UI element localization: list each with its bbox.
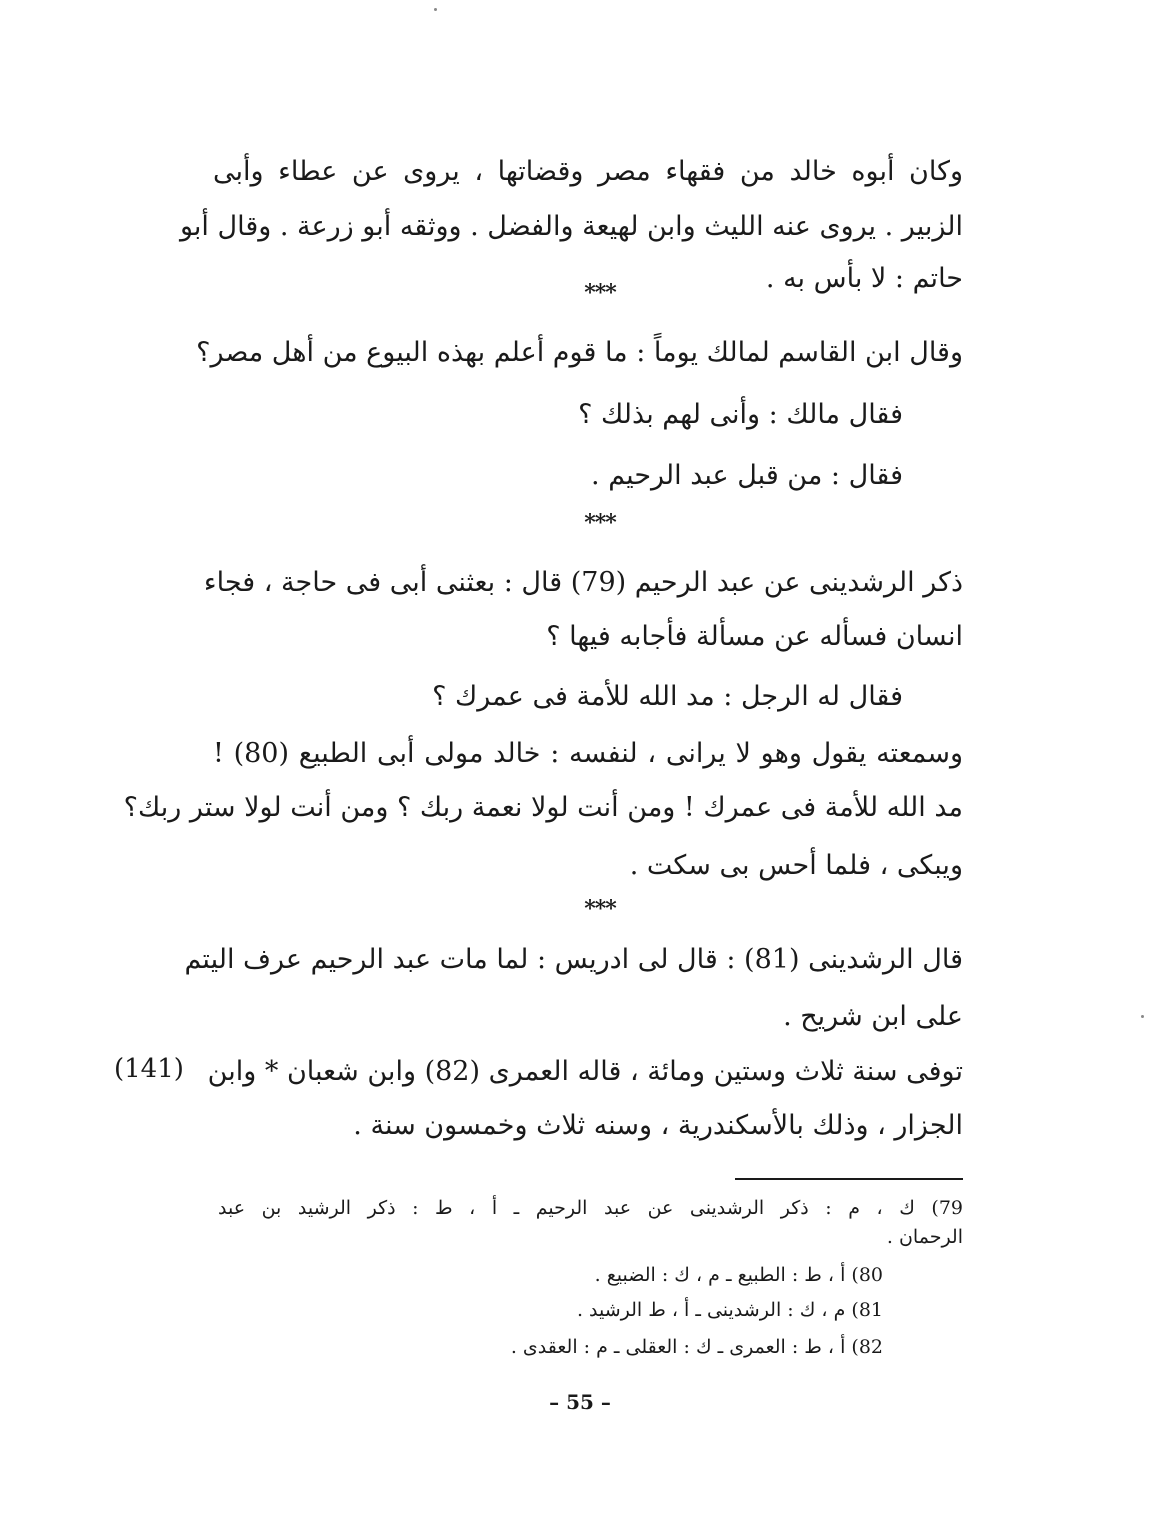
text-line: فقال له الرجل : مد الله للأمة فى عمرك ؟ [432,681,903,712]
text-line: انسان فسأله عن مسألة فأجابه فيها ؟ [546,621,963,652]
text-line: توفى سنة ثلاث وستين ومائة ، قاله العمرى (82) وابن شعبان * وابن [207,1056,963,1087]
footnote: 79) ك ، م : ذكر الرشدينى عن عبد الرحيم ـ أ ، ط : ذكر الرشيد بن عبد [218,1197,963,1219]
text-line: حاتم : لا بأس به . [765,263,963,294]
section-separator: *** [584,510,616,536]
footnote: 81) م ، ك : الرشدينى ـ أ ، ط الرشيد . [576,1299,883,1321]
text-line: ذكر الرشدينى عن عبد الرحيم (79) قال : بعثنى أبى فى حاجة ، فجاء [203,567,963,598]
scan-speck [434,8,437,11]
text-line: ويبكى ، فلما أحس بى سكت . [629,850,963,881]
text-line: الزبير . يروى عنه الليث وابن لهيعة والفضل . ووثقه أبو زرعة . وقال أبو [179,211,963,242]
text-line: وسمعته يقول وهو لا يرانى ، لنفسه : خالد مولى أبى الطبيع (80) ! [213,738,963,769]
scan-speck [1141,1015,1144,1018]
footnote-divider [735,1178,963,1180]
text-line: فقال مالك : وأنى لهم بذلك ؟ [578,399,903,430]
text-line: قال الرشدينى (81) : قال لى ادريس : لما مات عبد الرحيم عرف اليتم [184,944,963,975]
footnote: 80) أ ، ط : الطبيع ـ م ، ك : الضبيع . [594,1264,883,1286]
text-line: فقال : من قبل عبد الرحيم . [591,460,903,491]
text-line: على ابن شريح . [783,1001,963,1032]
footnote: الرحمان . [886,1226,963,1248]
text-line: وقال ابن القاسم لمالك يوماً : ما قوم أعلم بهذه البيوع من أهل مصر؟ [196,337,963,368]
margin-number: (141) [114,1054,184,1084]
text-line: الجزار ، وذلك بالأسكندرية ، وسنه ثلاث وخمسون سنة . [353,1110,963,1141]
text-line: مد الله للأمة فى عمرك ! ومن أنت لولا نعمة ربك ؟ ومن أنت لولا ستر ربك؟ [123,792,963,823]
footnote: 82) أ ، ط : العمرى ـ ك : العقلى ـ م : العقدى . [510,1336,883,1358]
page-number: – 55 – [549,1390,611,1414]
section-separator: *** [584,896,616,922]
section-separator: *** [584,280,616,306]
text-line: وكان أبوه خالد من فقهاء مصر وقضاتها ، يروى عن عطاء وأبى [213,156,963,187]
